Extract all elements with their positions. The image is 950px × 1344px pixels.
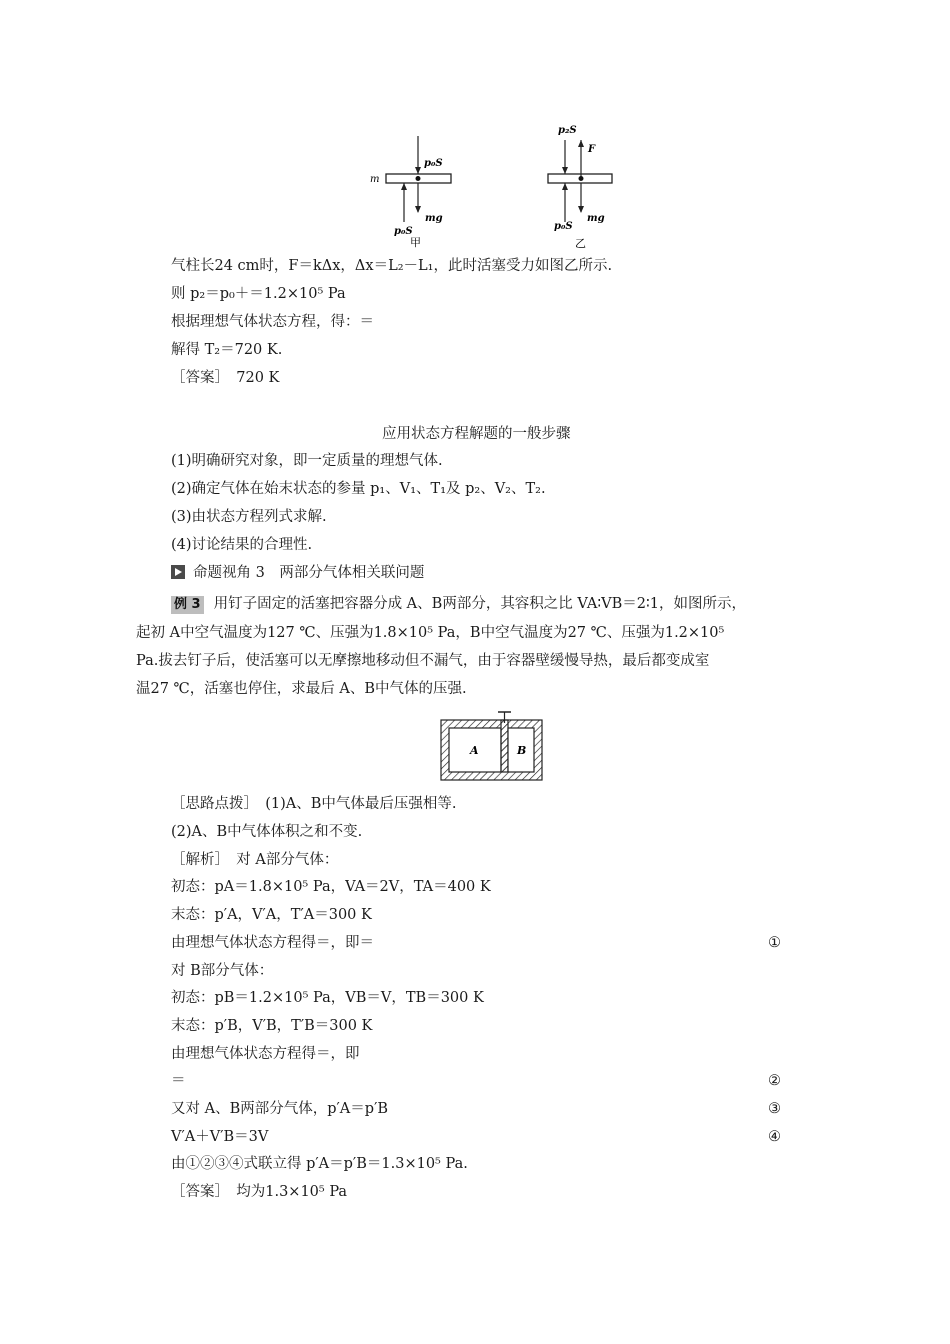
- text-line: 解得 T₂＝720 K.: [171, 342, 283, 358]
- example-line: [171, 594, 746, 614]
- section-heading: 应用状态方程解题的一般步骤: [382, 426, 571, 442]
- equation-number: ②: [768, 1073, 781, 1089]
- analysis-line: 初态：pB＝1.2×10⁵ Pa，VB＝V，TB＝300 K: [171, 990, 484, 1006]
- text-line: 根据理想气体状态方程，得：＝: [171, 314, 374, 330]
- example-line: Pa.拔去钉子后，使活塞可以无摩擦地移动但不漏气，由于容器壁缓慢导热，最后都变成室: [136, 653, 710, 669]
- hint-line: (2)A、B中气体体积之和不变.: [171, 824, 363, 840]
- analysis-line: 由理想气体状态方程得＝，即: [171, 1046, 360, 1062]
- equation-number: ①: [768, 935, 781, 951]
- label-left-top: p₀S: [424, 158, 443, 169]
- label-a: A: [470, 744, 479, 757]
- step-item: (1)明确研究对象，即一定质量的理想气体.: [171, 453, 443, 469]
- step-item: (4)讨论结果的合理性.: [171, 537, 313, 553]
- analysis-line: ＝: [171, 1073, 186, 1089]
- topic-heading: [171, 563, 424, 583]
- analysis-line: V′A＋V′B＝3V: [171, 1129, 269, 1145]
- analysis-line: ［解析］ 对 A部分气体：: [171, 852, 339, 868]
- analysis-line: 由理想气体状态方程得＝，即＝: [171, 935, 374, 951]
- label-m: m: [370, 174, 380, 185]
- example-line: 温27 ℃，活塞也停住，求最后 A、B中气体的压强.: [136, 681, 467, 697]
- text-line: 气柱长24 cm时，F＝kΔx，Δx＝L₂－L₁，此时活塞受力如图乙所示.: [171, 258, 613, 274]
- hint-line: ［思路点拨］ (1)A、B中气体最后压强相等.: [171, 796, 457, 812]
- example-text: 用钉子固定的活塞把容器分成 A、B两部分，其容积之比 VA∶VB＝2∶1，如图所示，: [213, 596, 747, 612]
- analysis-line: 又对 A、B两部分气体，p′A＝p′B: [171, 1101, 389, 1117]
- caption-left: 甲: [410, 236, 421, 249]
- container-diagram: [436, 710, 556, 790]
- answer-line: ［答案］ 720 K: [171, 370, 280, 386]
- analysis-line: 末态：p′B，V′B，T′B＝300 K: [171, 1018, 373, 1034]
- force-diagram: [0, 0, 950, 250]
- analysis-line: 末态：p′A，V′A，T′A＝300 K: [171, 907, 372, 923]
- label-right-top: p₂S: [558, 125, 577, 136]
- label-left-mg: mg: [425, 213, 443, 224]
- step-item: (3)由状态方程列式求解.: [171, 509, 327, 525]
- equation-number: ④: [768, 1129, 781, 1145]
- text-line: 则 p₂＝p₀＋＝1.2×10⁵ Pa: [171, 286, 346, 302]
- caption-right: 乙: [575, 237, 586, 250]
- play-icon: [171, 565, 185, 579]
- analysis-line: 由①②③④式联立得 p′A＝p′B＝1.3×10⁵ Pa.: [171, 1156, 468, 1172]
- analysis-line: 对 B部分气体：: [171, 963, 274, 979]
- equation-number: ③: [768, 1101, 781, 1117]
- label-left-bottom: p₀S: [394, 226, 413, 237]
- label-right-mg: mg: [587, 213, 605, 224]
- analysis-line: 初态：pA＝1.8×10⁵ Pa，VA＝2V，TA＝400 K: [171, 879, 491, 895]
- label-b: B: [517, 744, 527, 757]
- example-line: 起初 A中空气温度为127 ℃、压强为1.8×10⁵ Pa，B中空气温度为27 ℃、压强为1.2×10⁵: [136, 625, 725, 641]
- step-item: (2)确定气体在始末状态的参量 p₁、V₁、T₁及 p₂、V₂、T₂.: [171, 481, 546, 497]
- example-badge: 例 3: [171, 596, 204, 614]
- label-right-f: F: [588, 144, 596, 155]
- topic-label: 命题视角 3 两部分气体相关联问题: [193, 565, 425, 581]
- answer-line: ［答案］ 均为1.3×10⁵ Pa: [171, 1184, 348, 1200]
- label-right-bottom: p₀S: [554, 221, 573, 232]
